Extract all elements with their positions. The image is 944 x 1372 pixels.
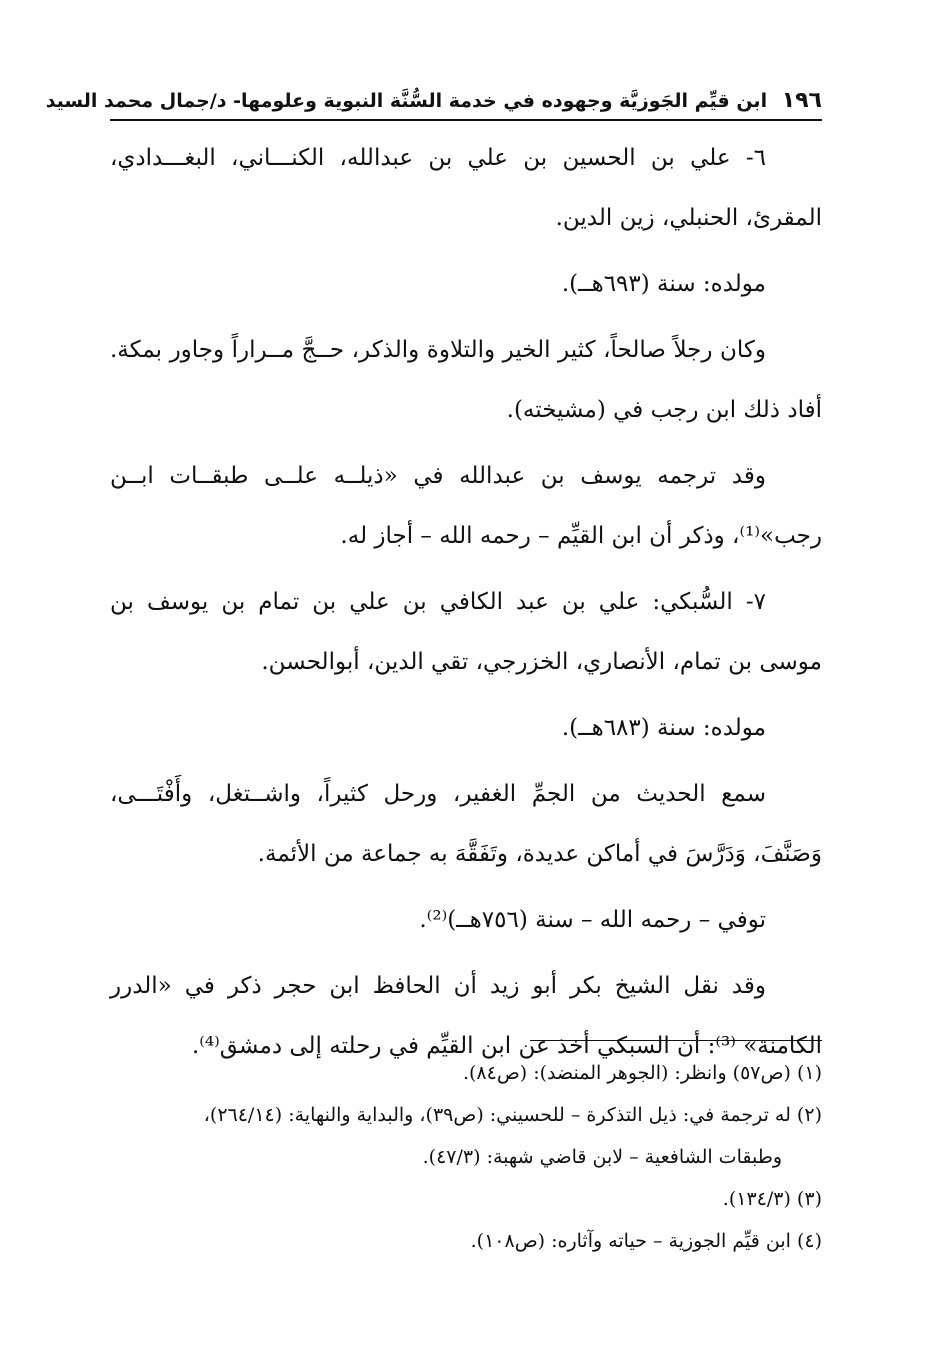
- footnote-1: (١) (ص٥٧) وانظر: (الجوهر المنضد): (ص٨٤).: [462, 1062, 822, 1084]
- entry-6-translation-note: وقد ترجمه يوسف بن عبدالله في «ذيلــه علــى طبقــات ابــن رجب»⁽¹⁾، وذكر أن ابن القيِّم – رحمه الله – أجاز له.: [110, 463, 822, 549]
- header-rule: [110, 119, 822, 121]
- footnote-rule: [530, 1040, 822, 1041]
- running-title: ابن قيِّم الجَوزيَّة وجهوده في خدمة السُّنَّة النبوية وعلومها- د/جمال محمد السيد: [45, 90, 768, 112]
- page-number: ١٩٦: [781, 88, 822, 113]
- entry-7-death: توفي – رحمه الله – سنة (٧٥٦هــ)⁽²⁾.: [419, 907, 766, 933]
- footnote-2-continued: وطبقات الشافعية – لابن قاضي شهبة: (٤٧/٣).: [422, 1146, 782, 1168]
- main-text: [110, 128, 822, 1082]
- entry-7-birth: مولده: سنة (٦٨٣هــ).: [561, 715, 766, 741]
- entry-6-birth: مولده: سنة (٦٩٣هــ).: [561, 271, 766, 297]
- entry-7-description: سمع الحديث من الجمِّ الغفير، ورحل كثيراً، واشــتغل، وأَفْتَـــى، وَصَنَّفَ، وَدَرَّسَ في أماكن عديدة، وتَفَقَّهَ به جماعة من الأئمة.: [110, 781, 822, 867]
- entry-7-name: ٧- السُّبكي: علي بن عبد الكافي بن علي بن تمام بن يوسف بن موسى بن تمام، الأنصاري، الخزرجي، تقي الدين، أبوالحسن.: [110, 589, 822, 675]
- running-header: [45, 84, 822, 118]
- footnote-2: (٢) له ترجمة في: ذيل التذكرة – للحسيني: (ص٣٩)، والبداية والنهاية: (٢٦٤/١٤)،: [203, 1104, 822, 1126]
- footnotes: [110, 1052, 822, 1262]
- entry-7-note: وقد نقل الشيخ بكر أبو زيد أن الحافظ ابن حجر ذكر في «الدرر الكامنة» ⁽³⁾: أن السبكي أخذ عن ابن القيِّم في رحلته إلى دمشق⁽⁴⁾.: [110, 973, 822, 1059]
- footnote-4: (٤) ابن قيِّم الجوزية – حياته وآثاره: (ص١٠٨).: [470, 1230, 822, 1252]
- entry-6-name: ٦- علي بن الحسين بن علي بن عبدالله، الكنـــاني، البغـــدادي، المقرئ، الحنبلي، زين الدين.: [110, 145, 822, 231]
- footnote-3: (٣) (١٣٤/٣).: [722, 1188, 822, 1210]
- entry-6-description: وكان رجلاً صالحاً، كثير الخير والتلاوة والذكر، حــجَّ مــراراً وجاور بمكة. أفاد ذلك ابن رجب في (مشيخته).: [110, 337, 822, 423]
